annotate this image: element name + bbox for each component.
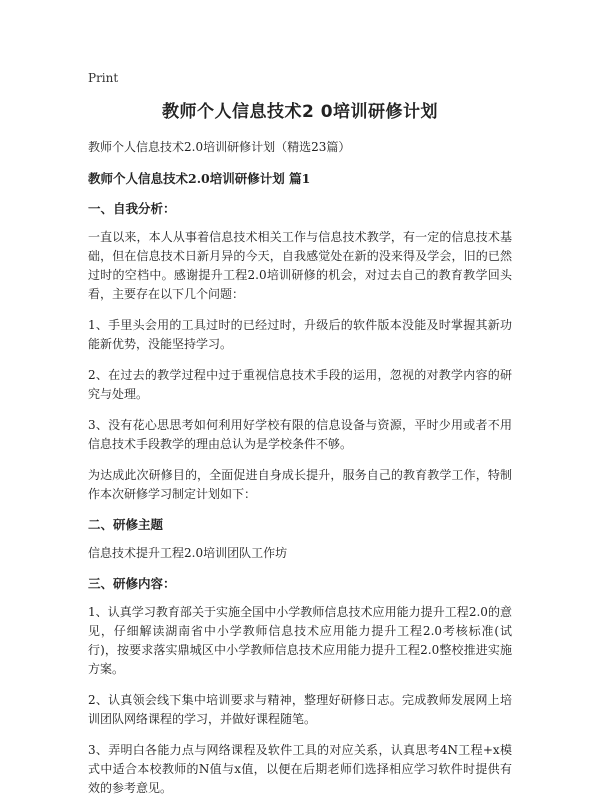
section-heading-content: 三、研修内容： [88, 576, 176, 591]
section-heading-self-analysis: 一、自我分析： [88, 201, 176, 216]
paragraph: 1、手里头会用的工具过时的已经过时，升级后的软件版本没能及时掌握其新功能新优势，没能坚持学习。 [88, 318, 512, 351]
article-heading: 教师个人信息技术2.0培训研修计划 篇1 [88, 171, 311, 186]
paragraph: 3、没有花心思思考如何利用好学校有限的信息设备与资源，平时少用或者不用信息技术手段教学的理由总认为是学校条件不够。 [88, 418, 512, 451]
document-subtitle: 教师个人信息技术2.0培训研修计划（精选23篇） [88, 140, 351, 154]
paragraph: 信息技术提升工程2.0培训团队工作坊 [88, 546, 288, 560]
paragraph: 2、在过去的教学过程中过于重视信息技术手段的运用，忽视的对教学内容的研究与处理。 [88, 368, 512, 401]
paragraph: 1、认真学习教育部关于实施全国中小学教师信息技术应用能力提升工程2.0的意见，仔细解读湖南省中小学教师信息技术应用能力提升工程2.0考核标准(试行)，按要求落实鼎城区中小学教师信息技术应用能力提升工程2.0整校推进实施方案。 [88, 605, 512, 676]
paragraph: 2、认真领会线下集中培训要求与精神，整理好研修日志。完成教师发展网上培训团队网络课程的学习，并做好课程随笔。 [88, 693, 512, 726]
paragraph: 为达成此次研修目的，全面促进自身成长提升，服务自己的教育教学工作，特制作本次研修学习制定计划如下： [88, 468, 512, 501]
section-heading-theme: 二、研修主题 [88, 517, 164, 532]
paragraph: 3、弄明白各能力点与网络课程及软件工具的对应关系，认真思考4N工程+x模式中适合本校教师的N值与x值，以便在后期老师们选择相应学习软件时提供有效的参考意见。 [88, 743, 512, 795]
paragraph: 一直以来，本人从事着信息技术相关工作与信息技术教学，有一定的信息技术基础，但在信息技术日新月异的今天，自我感觉处在新的没来得及学会，旧的已然过时的空档中。感谢提升工程2.0培训研修的机会，对过去自己的教育教学回头看，主要存在以下几个问题： [88, 230, 512, 301]
print-label[interactable]: Print [88, 71, 119, 85]
document-title: 教师个人信息技术2 0培训研修计划 [161, 102, 439, 122]
